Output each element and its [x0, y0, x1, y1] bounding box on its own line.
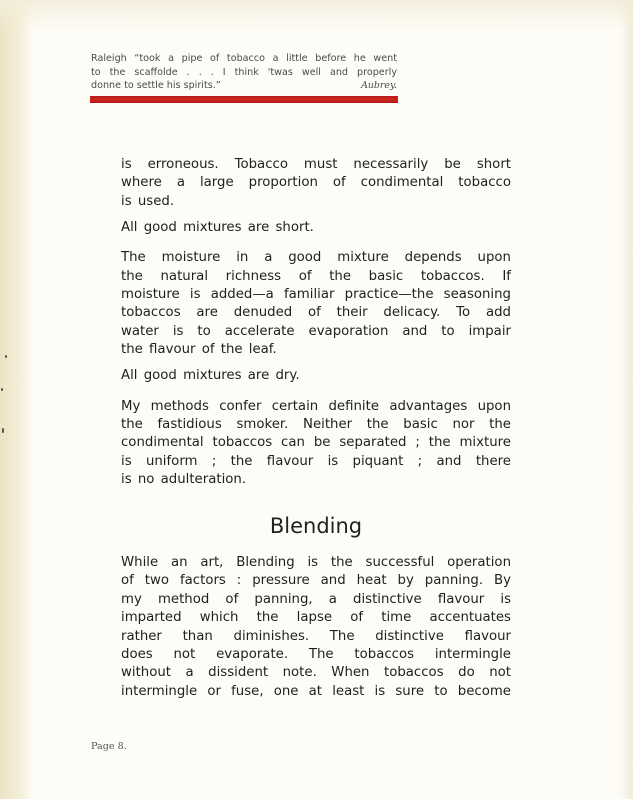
- red-rule: [90, 96, 398, 103]
- text-line: the flavour of the leaf.: [121, 342, 277, 358]
- paragraph: [121, 249, 511, 359]
- epigraph: [91, 52, 397, 93]
- text-line: imparted which the lapse of time accentuates: [121, 610, 511, 626]
- paragraph: [121, 398, 511, 490]
- text-line: is used.: [121, 193, 175, 209]
- section-heading: Blending: [269, 514, 363, 538]
- text-line: is erroneous. Tobacco must necessarily be short: [121, 157, 511, 172]
- binding-speck: [2, 428, 4, 433]
- epigraph-line: donne to settle his spirits.”: [91, 80, 221, 92]
- paragraph: [121, 156, 511, 211]
- text-line: water is to accelerate evaporation and to impair: [121, 323, 511, 339]
- paragraph: [121, 219, 511, 237]
- text-line: While an art, Blending is the successful operation: [121, 555, 511, 570]
- text-line: My methods confer certain definite advantages upon: [121, 398, 511, 414]
- body-text: [121, 156, 511, 497]
- text-line: where a large proportion of condimental tobacco: [121, 175, 511, 191]
- text-line: moisture is added—a familiar practice—the seasoning: [121, 287, 511, 303]
- text-line: the fastidious smoker. Neither the basic nor the: [121, 417, 511, 433]
- epigraph-attribution: Aubrey.: [361, 80, 397, 92]
- paragraph: [121, 367, 511, 385]
- text-line: rather than diminishes. The distinctive flavour: [121, 628, 511, 644]
- text-line: is uniform ; the flavour is piquant ; and there: [121, 453, 511, 469]
- text-line: my method of panning, a distinctive flavour is: [121, 591, 511, 607]
- page-edge-right: [619, 0, 633, 799]
- section-body: [121, 554, 511, 701]
- page-edge-top: [0, 0, 633, 30]
- text-line: All good mixtures are short.: [121, 219, 314, 235]
- text-line: the natural richness of the basic tobaccos. If: [121, 268, 511, 284]
- text-line: All good mixtures are dry.: [121, 368, 300, 384]
- binding-speck: [5, 355, 7, 358]
- epigraph-line: Raleigh “took a pipe of tobacco a little before he went: [91, 53, 397, 64]
- epigraph-line: to the scaffolde . . . I think 'twas well and properly: [91, 66, 397, 78]
- text-line: intermingle or fuse, one at least is sure to become: [121, 683, 511, 699]
- page-edge-left: [0, 0, 34, 799]
- text-line: without a dissident note. When tobaccos do not: [121, 665, 511, 681]
- text-line: is no adulteration.: [121, 472, 247, 488]
- text-line: tobaccos are denuded of their delicacy. To add: [121, 305, 511, 321]
- binding-speck: [1, 388, 3, 391]
- text-line: condimental tobaccos can be separated ; the mixture: [121, 435, 511, 451]
- text-line: The moisture in a good mixture depends upon: [121, 250, 511, 266]
- epigraph-last-line: [91, 79, 397, 93]
- page-number: Page 8.: [91, 741, 127, 752]
- text-line: does not evaporate. The tobaccos intermingle: [121, 647, 511, 663]
- text-line: of two factors : pressure and heat by panning. By: [121, 573, 511, 589]
